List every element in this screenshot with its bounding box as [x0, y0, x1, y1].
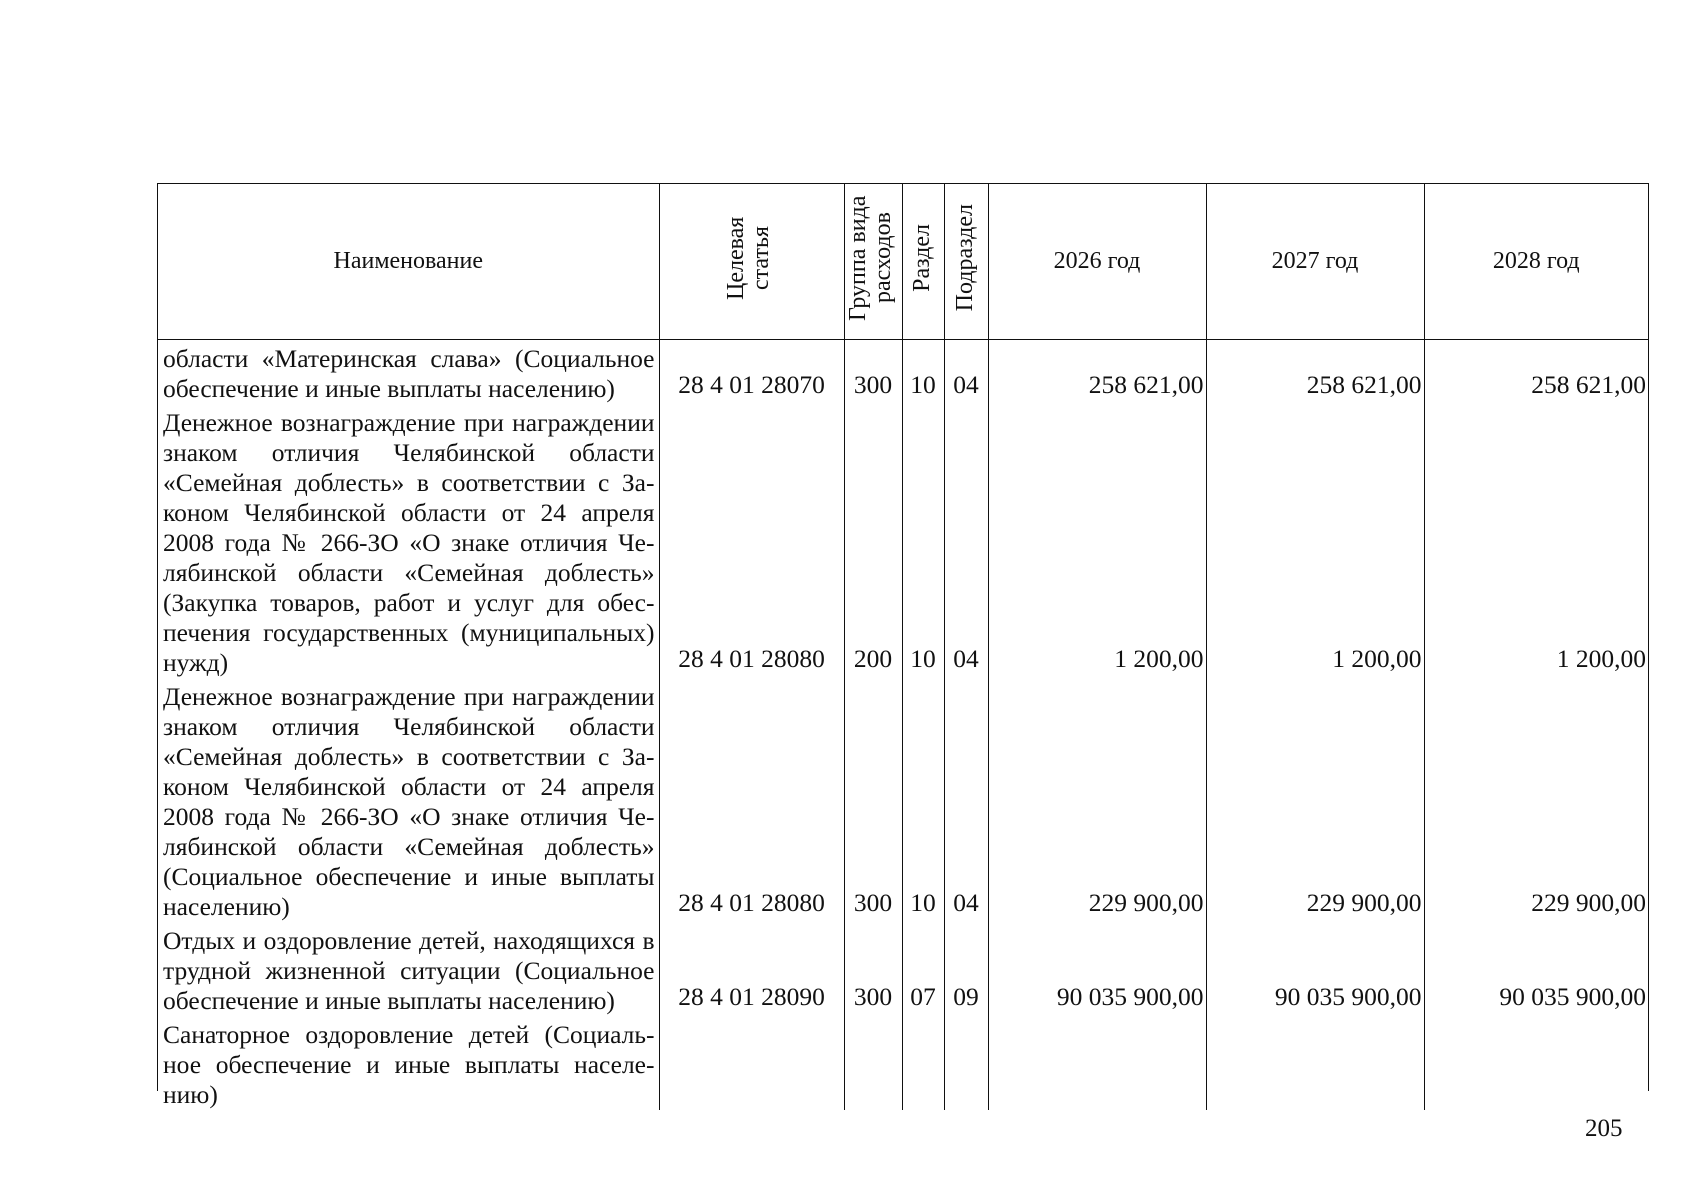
row-target-article: 28 4 01 28070: [659, 340, 844, 405]
row-amount-2026: 90 035 900,00: [988, 922, 1206, 1016]
row-subsection: 04: [944, 678, 988, 922]
row-amount-2026: [988, 1016, 1206, 1110]
row-target-article: 28 4 01 28080: [659, 404, 844, 678]
budget-table-frame: [157, 183, 1649, 1109]
table-row: [158, 922, 1648, 1016]
row-section: 10: [902, 340, 944, 405]
row-expense-group: 300: [844, 678, 902, 922]
row-target-article: 28 4 01 28090: [659, 922, 844, 1016]
row-name: области «Материнская слава» (Социальное обеспечение и иные выплаты населению): [163, 344, 655, 403]
header-2026: 2026 год: [988, 184, 1206, 340]
row-amount-2026: 1 200,00: [988, 404, 1206, 678]
header-target-article: Целевая статья: [659, 184, 844, 340]
table-row: [158, 404, 1648, 678]
header-section: Раздел: [902, 184, 944, 340]
row-expense-group: 300: [844, 340, 902, 405]
row-target-article: [659, 1016, 844, 1110]
header-2027: 2027 год: [1206, 184, 1424, 340]
row-subsection: 04: [944, 340, 988, 405]
row-subsection: 09: [944, 922, 988, 1016]
row-amount-2028: 90 035 900,00: [1424, 922, 1648, 1016]
row-amount-2028: [1424, 1016, 1648, 1110]
header-name: Наименование: [158, 184, 659, 340]
row-section: 10: [902, 678, 944, 922]
row-section: [902, 1016, 944, 1110]
row-subsection: 04: [944, 404, 988, 678]
row-amount-2026: 258 621,00: [988, 340, 1206, 405]
table-header-row: [158, 184, 1648, 340]
row-expense-group: [844, 1016, 902, 1110]
row-amount-2026: 229 900,00: [988, 678, 1206, 922]
row-name: Денежное вознаграждение при награждении знаком отличия Челябинской области «Семейная доблесть» в соответствии с Законом Челябинской области от 24 апреля 2008 года № 266-ЗО «О знаке отличия Челябинской области «Семейная доблесть» (Социальное обеспечение и иные выплаты населению): [163, 682, 655, 921]
row-amount-2028: 1 200,00: [1424, 404, 1648, 678]
row-name: Отдых и оздоровление детей, находящихся в трудной жизненной ситуации (Социальное обеспечение и иные выплаты населению): [163, 926, 655, 1015]
row-amount-2028: 258 621,00: [1424, 340, 1648, 405]
row-target-article: 28 4 01 28080: [659, 678, 844, 922]
header-subsection: Подраздел: [944, 184, 988, 340]
row-section: 07: [902, 922, 944, 1016]
table-row: [158, 678, 1648, 922]
row-name: Санаторное оздоровление детей (Социальное обеспечение и иные выплаты населению): [163, 1020, 655, 1109]
row-amount-2027: [1206, 1016, 1424, 1110]
row-expense-group: 200: [844, 404, 902, 678]
row-amount-2027: 90 035 900,00: [1206, 922, 1424, 1016]
table-row: [158, 1016, 1648, 1110]
header-2028: 2028 год: [1424, 184, 1648, 340]
row-section: 10: [902, 404, 944, 678]
row-amount-2028: 229 900,00: [1424, 678, 1648, 922]
table-row: [158, 340, 1648, 405]
row-name: Денежное вознаграждение при награждении знаком отличия Челябинской области «Семейная доблесть» в соответствии с Законом Челябинской области от 24 апреля 2008 года № 266-ЗО «О знаке отличия Челябинской области «Семейная доблесть» (Закупка товаров, работ и услуг для обеспечения государственных (муниципальных) нужд): [163, 408, 655, 677]
row-amount-2027: 1 200,00: [1206, 404, 1424, 678]
header-expense-group: Группа вида расходов: [844, 184, 902, 340]
row-expense-group: 300: [844, 922, 902, 1016]
row-subsection: [944, 1016, 988, 1110]
row-amount-2027: 258 621,00: [1206, 340, 1424, 405]
row-amount-2027: 229 900,00: [1206, 678, 1424, 922]
page-number: 205: [1585, 1115, 1623, 1142]
budget-table: [158, 184, 1648, 1110]
